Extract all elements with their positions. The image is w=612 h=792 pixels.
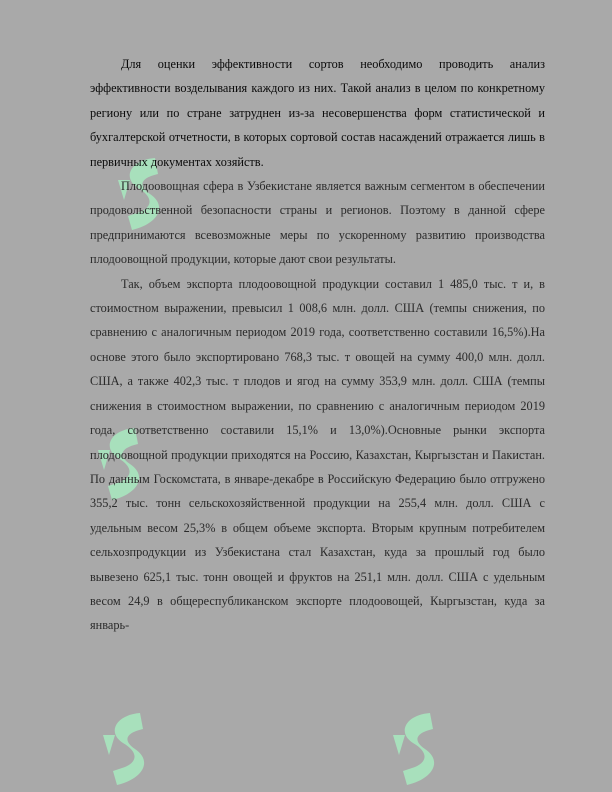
watermark-icon [385,705,455,792]
paragraph: Плодоовощная сфера в Узбекистане является важным сегментом в обеспечении продовольственной безопасности страны и регионов. Поэтому в данной сфере предпринимаются всевозможные меры по ускоренному развитию производства плодоовощной продукции, которые дают свои результаты. [90,179,545,267]
paragraph: Так, объем экспорта плодоовощной продукции составил 1 485,0 тыс. т и, в стоимостном выражении, превысил 1 008,6 млн. долл. США (темпы снижения, по сравнению с аналогичным периодом 2019 года, соответственно составили 16,5%).На основе этого было экспортировано 768,3 тыс. т овощей на сумму 400,0 млн. долл. США, а также 402,3 тыс. т плодов и ягод на сумму 353,9 млн. долл. США (темпы снижения в стоимостном выражении, по сравнению с аналогичным периодом 2019 года, соответственно составили 15,1% и 13,0%).Основные рынки экспорта плодоовощной продукции приходятся на Россию, Казахстан, Кыргызстан и Пакистан. По данным Госкомстата, в январе-декабре в Российскую Федерацию было отгружено 355,2 тыс. тонн сельскохозяйственной продукции на 255,4 млн. долл. США с удельным весом 25,3% в общем объеме экспорта. Вторым крупным потребителем сельхозпродукции из Узбекистана стал Казахстан, куда за прошлый год было вывезено 625,1 тыс. тонн овощей и фруктов на 251,1 млн. долл. США с удельным весом 24,9 в общереспубликанском экспорте плодоовощей, Кыргызстан, куда за январь- [90,276,545,633]
document-body [90,52,545,638]
watermark-icon [95,705,165,792]
paragraph: Для оценки эффективности сортов необходимо проводить анализ эффективности возделывания каждого из них. Такой анализ в целом по конкретному региону или по стране затруднен из-за несовершенства форм статистической и бухгалтерской отчетности, в которых сортовой состав насаждений отражается лишь в первичных документах хозяйств. [90,57,545,169]
